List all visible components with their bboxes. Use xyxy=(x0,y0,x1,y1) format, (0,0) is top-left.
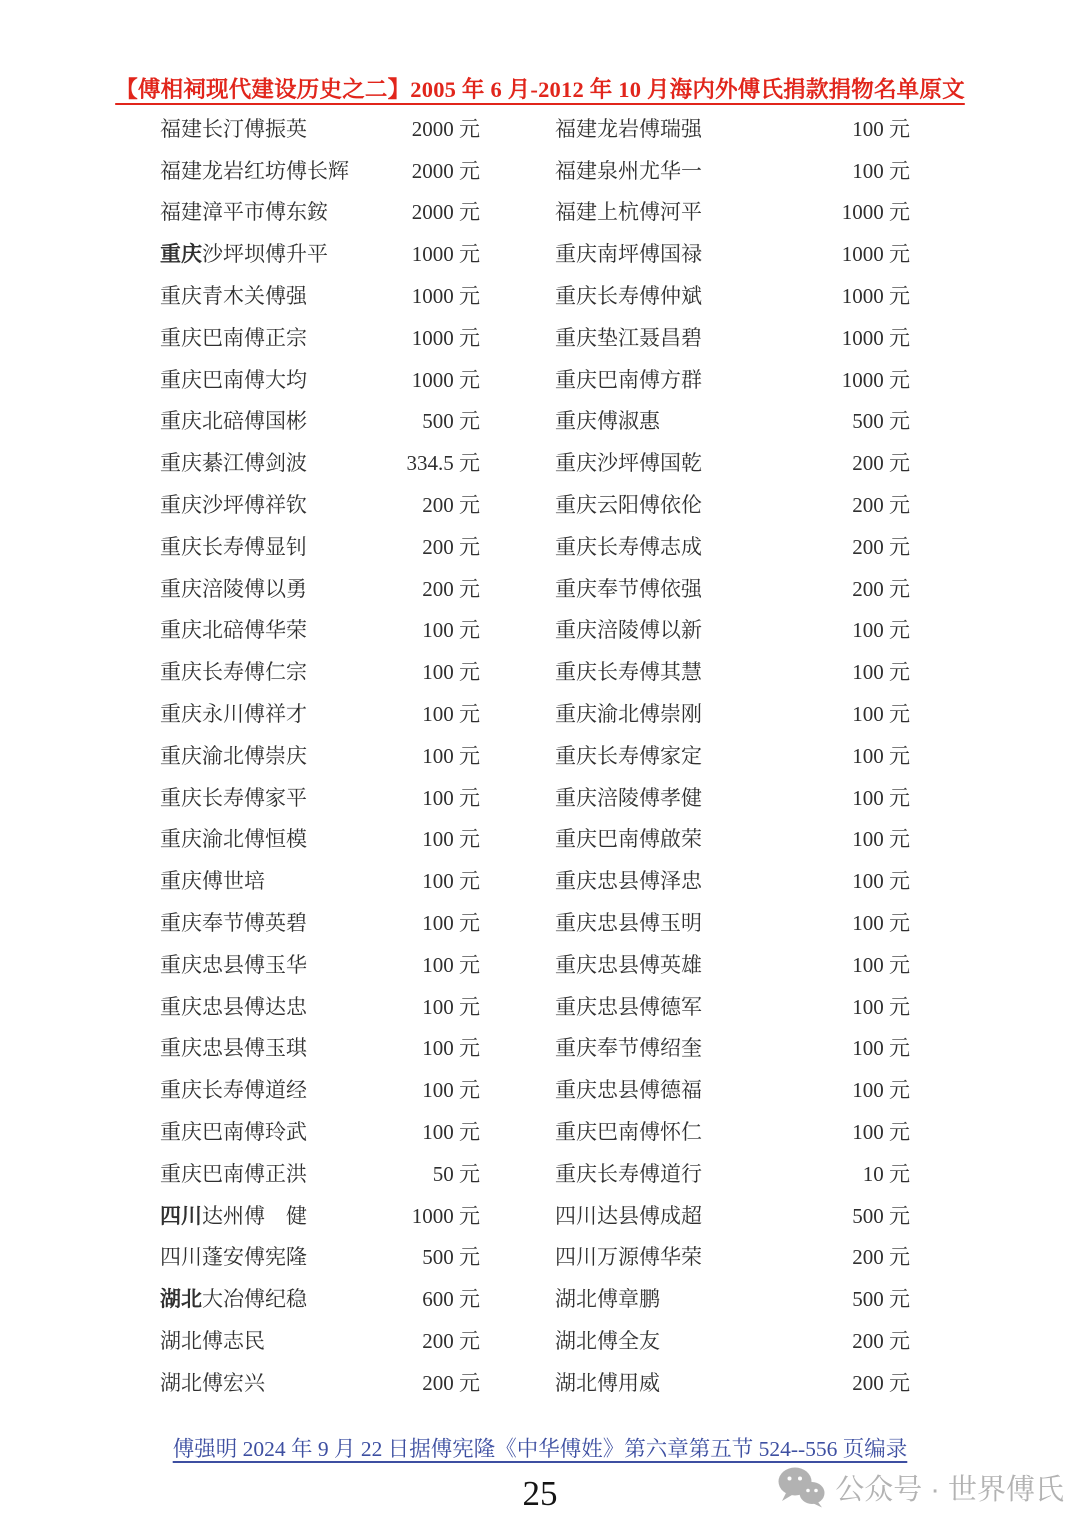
donation-row xyxy=(160,274,910,316)
donation-amount-left: 200 元 xyxy=(422,534,480,559)
donation-amount-right: 100 元 xyxy=(852,158,910,183)
donor-name-right: 重庆涪陵傅孝健 xyxy=(555,785,702,810)
donation-table xyxy=(160,107,910,1403)
page-number: 25 xyxy=(522,1474,558,1513)
donor-name-right: 重庆巴南傅怀仁 xyxy=(555,1120,702,1145)
donor-name-left: 湖北傅志民 xyxy=(160,1329,265,1353)
donor-name-left: 重庆永川傅祥才 xyxy=(160,702,307,727)
donation-amount-left: 500 元 xyxy=(422,409,480,434)
donation-amount-left: 2000 元 xyxy=(411,158,480,183)
donation-amount-right: 500 元 xyxy=(852,409,910,434)
donor-name-right: 四川万源傅华荣 xyxy=(555,1245,702,1270)
donor-name-right: 重庆忠县傅德军 xyxy=(555,994,702,1019)
donation-row xyxy=(160,1027,910,1069)
donation-amount-right: 100 元 xyxy=(852,660,910,685)
donation-row xyxy=(160,1319,910,1361)
donation-row xyxy=(160,232,910,274)
wechat-icon xyxy=(777,1466,825,1508)
donor-name-right: 重庆忠县傅英雄 xyxy=(555,952,702,977)
donor-name-left: 四川蓬安傅宪隆 xyxy=(160,1245,307,1270)
donation-amount-right: 100 元 xyxy=(852,785,910,810)
donation-amount-right: 1000 元 xyxy=(841,284,910,309)
donor-name-right: 重庆忠县傅德福 xyxy=(555,1078,702,1103)
donation-row xyxy=(160,818,910,860)
donation-amount-left: 100 元 xyxy=(422,618,480,643)
donor-name-right: 重庆忠县傅玉明 xyxy=(555,911,702,936)
donor-name-left: 重庆渝北傅恒模 xyxy=(160,827,307,852)
donor-name-right: 湖北傅用威 xyxy=(555,1370,660,1395)
donation-amount-left: 600 元 xyxy=(422,1287,480,1312)
donation-amount-right: 200 元 xyxy=(852,1370,910,1395)
donation-row xyxy=(160,107,910,149)
donation-row xyxy=(160,1110,910,1152)
donation-amount-right: 200 元 xyxy=(852,1245,910,1270)
donor-name-left: 重庆巴南傅正洪 xyxy=(160,1161,307,1186)
donation-amount-left: 500 元 xyxy=(422,1245,480,1270)
donation-amount-right: 1000 元 xyxy=(841,242,910,267)
donation-row xyxy=(160,191,910,233)
donation-amount-left: 334.5 元 xyxy=(406,451,480,476)
donor-name-left: 重庆傅世培 xyxy=(160,869,265,894)
donor-name-left: 四川达州傅 健 xyxy=(160,1203,307,1228)
donation-amount-right: 200 元 xyxy=(852,493,910,518)
donor-name-right: 重庆渝北傅崇刚 xyxy=(555,702,702,727)
province-label: 四川 xyxy=(160,1203,202,1228)
donation-row xyxy=(160,316,910,358)
donation-amount-left: 1000 元 xyxy=(411,1203,480,1228)
donation-amount-left: 100 元 xyxy=(422,869,480,894)
donation-amount-left: 100 元 xyxy=(422,1078,480,1103)
donor-name-left: 重庆忠县傅达忠 xyxy=(160,994,307,1019)
donor-name-right: 重庆傅淑惠 xyxy=(555,409,660,434)
donation-amount-right: 100 元 xyxy=(852,618,910,643)
donation-amount-right: 200 元 xyxy=(852,451,910,476)
donor-name-left: 福建龙岩红坊傅长辉 xyxy=(160,158,349,183)
donation-row xyxy=(160,692,910,734)
donor-name-left: 湖北傅宏兴 xyxy=(160,1370,265,1395)
donation-amount-right: 100 元 xyxy=(852,911,910,936)
donation-amount-left: 50 元 xyxy=(432,1161,480,1186)
donor-name-left: 重庆忠县傅玉琪 xyxy=(160,1036,307,1061)
donation-amount-right: 100 元 xyxy=(852,952,910,977)
donor-name-left: 福建漳平市傅东銨 xyxy=(160,200,328,225)
donation-amount-right: 500 元 xyxy=(852,1203,910,1228)
donor-name-right: 重庆忠县傅泽忠 xyxy=(555,869,702,894)
donation-row xyxy=(160,1277,910,1319)
donor-name-left: 重庆沙坪坝傅升平 xyxy=(160,242,328,267)
donation-amount-left: 100 元 xyxy=(422,702,480,727)
donor-name-right: 重庆长寿傅仲斌 xyxy=(555,284,702,309)
donation-amount-left: 100 元 xyxy=(422,827,480,852)
donor-name-right: 福建上杭傅河平 xyxy=(555,200,702,225)
donation-amount-left: 1000 元 xyxy=(411,242,480,267)
donation-amount-left: 200 元 xyxy=(422,1370,480,1395)
donor-name-left: 重庆长寿傅家平 xyxy=(160,785,307,810)
page-title: 【傅相祠现代建设历史之二】2005 年 6 月-2012 年 10 月海内外傅氏捐款捐物名单原文 xyxy=(115,77,965,102)
donation-row xyxy=(160,609,910,651)
donor-name-left: 重庆奉节傅英碧 xyxy=(160,911,307,936)
donor-name-left: 重庆涪陵傅以勇 xyxy=(160,576,307,601)
donor-name-right: 福建泉州尤华一 xyxy=(555,158,702,183)
donor-name-left: 重庆巴南傅大均 xyxy=(160,367,307,392)
donation-amount-right: 200 元 xyxy=(852,1329,910,1353)
donation-row xyxy=(160,1194,910,1236)
province-label: 湖北 xyxy=(160,1287,202,1312)
donation-row xyxy=(160,1361,910,1403)
donation-row xyxy=(160,776,910,818)
donation-amount-right: 100 元 xyxy=(852,869,910,894)
donation-row xyxy=(160,525,910,567)
donation-row xyxy=(160,943,910,985)
donor-name-right: 重庆巴南傅方群 xyxy=(555,367,702,392)
donation-amount-right: 100 元 xyxy=(852,1036,910,1061)
donation-amount-left: 200 元 xyxy=(422,576,480,601)
donor-name-right: 重庆长寿傅其慧 xyxy=(555,660,702,685)
donation-row xyxy=(160,1152,910,1194)
donation-amount-right: 200 元 xyxy=(852,534,910,559)
donation-amount-right: 100 元 xyxy=(852,1078,910,1103)
donor-name-right: 重庆长寿傅道行 xyxy=(555,1161,702,1186)
donor-name-right: 重庆涪陵傅以新 xyxy=(555,618,702,643)
donation-amount-right: 10 元 xyxy=(862,1161,910,1186)
donor-name-left: 重庆巴南傅正宗 xyxy=(160,325,307,350)
donor-name-right: 福建龙岩傅瑞强 xyxy=(555,116,702,141)
donor-name-right: 重庆南坪傅国禄 xyxy=(555,242,702,267)
donor-name-left: 湖北大冶傅纪稳 xyxy=(160,1287,307,1312)
donation-row xyxy=(160,400,910,442)
donation-amount-left: 2000 元 xyxy=(411,200,480,225)
province-label: 重庆 xyxy=(160,242,202,267)
donor-name-right: 四川达县傅成超 xyxy=(555,1203,702,1228)
donation-amount-right: 100 元 xyxy=(852,116,910,141)
donor-name-left: 重庆綦江傅剑波 xyxy=(160,451,307,476)
donation-amount-right: 200 元 xyxy=(852,576,910,601)
donation-row xyxy=(160,985,910,1027)
donor-name-left: 重庆青木关傅强 xyxy=(160,284,307,309)
donation-amount-left: 100 元 xyxy=(422,743,480,768)
donation-amount-left: 100 元 xyxy=(422,660,480,685)
watermark-label: 公众号 · 世界傅氏 xyxy=(835,1473,1064,1506)
donation-amount-left: 100 元 xyxy=(422,911,480,936)
donation-row xyxy=(160,358,910,400)
donation-amount-right: 100 元 xyxy=(852,743,910,768)
donation-row xyxy=(160,859,910,901)
donation-amount-left: 100 元 xyxy=(422,1036,480,1061)
donation-row xyxy=(160,567,910,609)
donor-name-left: 重庆长寿傅仁宗 xyxy=(160,660,307,685)
donor-name-left: 重庆北碚傅国彬 xyxy=(160,409,307,434)
donor-name-left: 重庆渝北傅崇庆 xyxy=(160,743,307,768)
donor-name-right: 重庆巴南傅啟荣 xyxy=(555,827,702,852)
donor-name-right: 重庆奉节傅绍奎 xyxy=(555,1036,702,1061)
donation-amount-left: 2000 元 xyxy=(411,116,480,141)
donation-amount-left: 1000 元 xyxy=(411,325,480,350)
donor-name-right: 重庆长寿傅志成 xyxy=(555,534,702,559)
watermark xyxy=(777,1466,1064,1508)
donor-name-right: 重庆沙坪傅国乾 xyxy=(555,451,702,476)
donation-row xyxy=(160,1236,910,1278)
donor-name-left: 重庆长寿傅显钊 xyxy=(160,534,307,559)
donor-name-left: 重庆巴南傅玲武 xyxy=(160,1120,307,1145)
donation-row xyxy=(160,483,910,525)
donation-row xyxy=(160,149,910,191)
donation-amount-right: 100 元 xyxy=(852,994,910,1019)
donation-amount-left: 100 元 xyxy=(422,1120,480,1145)
donor-name-right: 重庆长寿傅家定 xyxy=(555,743,702,768)
donation-amount-right: 1000 元 xyxy=(841,200,910,225)
donor-name-left: 重庆北碚傅华荣 xyxy=(160,618,307,643)
donation-row xyxy=(160,1068,910,1110)
source-note: 傅强明 2024 年 9 月 22 日据傅宪隆《中华傅姓》第六章第五节 524--556 页编录 xyxy=(172,1437,908,1461)
donation-amount-right: 500 元 xyxy=(852,1287,910,1312)
donation-row xyxy=(160,441,910,483)
donor-name-left: 重庆忠县傅玉华 xyxy=(160,952,307,977)
donor-name-right: 重庆云阳傅依伦 xyxy=(555,493,702,518)
donor-name-right: 湖北傅章鹏 xyxy=(555,1287,660,1312)
donation-amount-right: 100 元 xyxy=(852,1120,910,1145)
donor-name-left: 重庆长寿傅道经 xyxy=(160,1078,307,1103)
donation-amount-right: 1000 元 xyxy=(841,325,910,350)
donation-amount-right: 100 元 xyxy=(852,827,910,852)
donor-name-right: 湖北傅全友 xyxy=(555,1329,660,1353)
donation-amount-right: 1000 元 xyxy=(841,367,910,392)
donation-amount-left: 100 元 xyxy=(422,952,480,977)
donation-row xyxy=(160,901,910,943)
donation-amount-left: 200 元 xyxy=(422,1329,480,1353)
donation-amount-left: 200 元 xyxy=(422,493,480,518)
donation-row xyxy=(160,734,910,776)
donation-amount-left: 1000 元 xyxy=(411,367,480,392)
donation-amount-right: 100 元 xyxy=(852,702,910,727)
donation-amount-left: 1000 元 xyxy=(411,284,480,309)
donation-amount-left: 100 元 xyxy=(422,994,480,1019)
donor-name-right: 重庆垫江聂昌碧 xyxy=(555,325,702,350)
donation-amount-left: 100 元 xyxy=(422,785,480,810)
donor-name-left: 重庆沙坪傅祥钦 xyxy=(160,493,307,518)
donation-row xyxy=(160,650,910,692)
donor-name-left: 福建长汀傅振英 xyxy=(160,116,307,141)
donor-name-right: 重庆奉节傅依强 xyxy=(555,576,702,601)
